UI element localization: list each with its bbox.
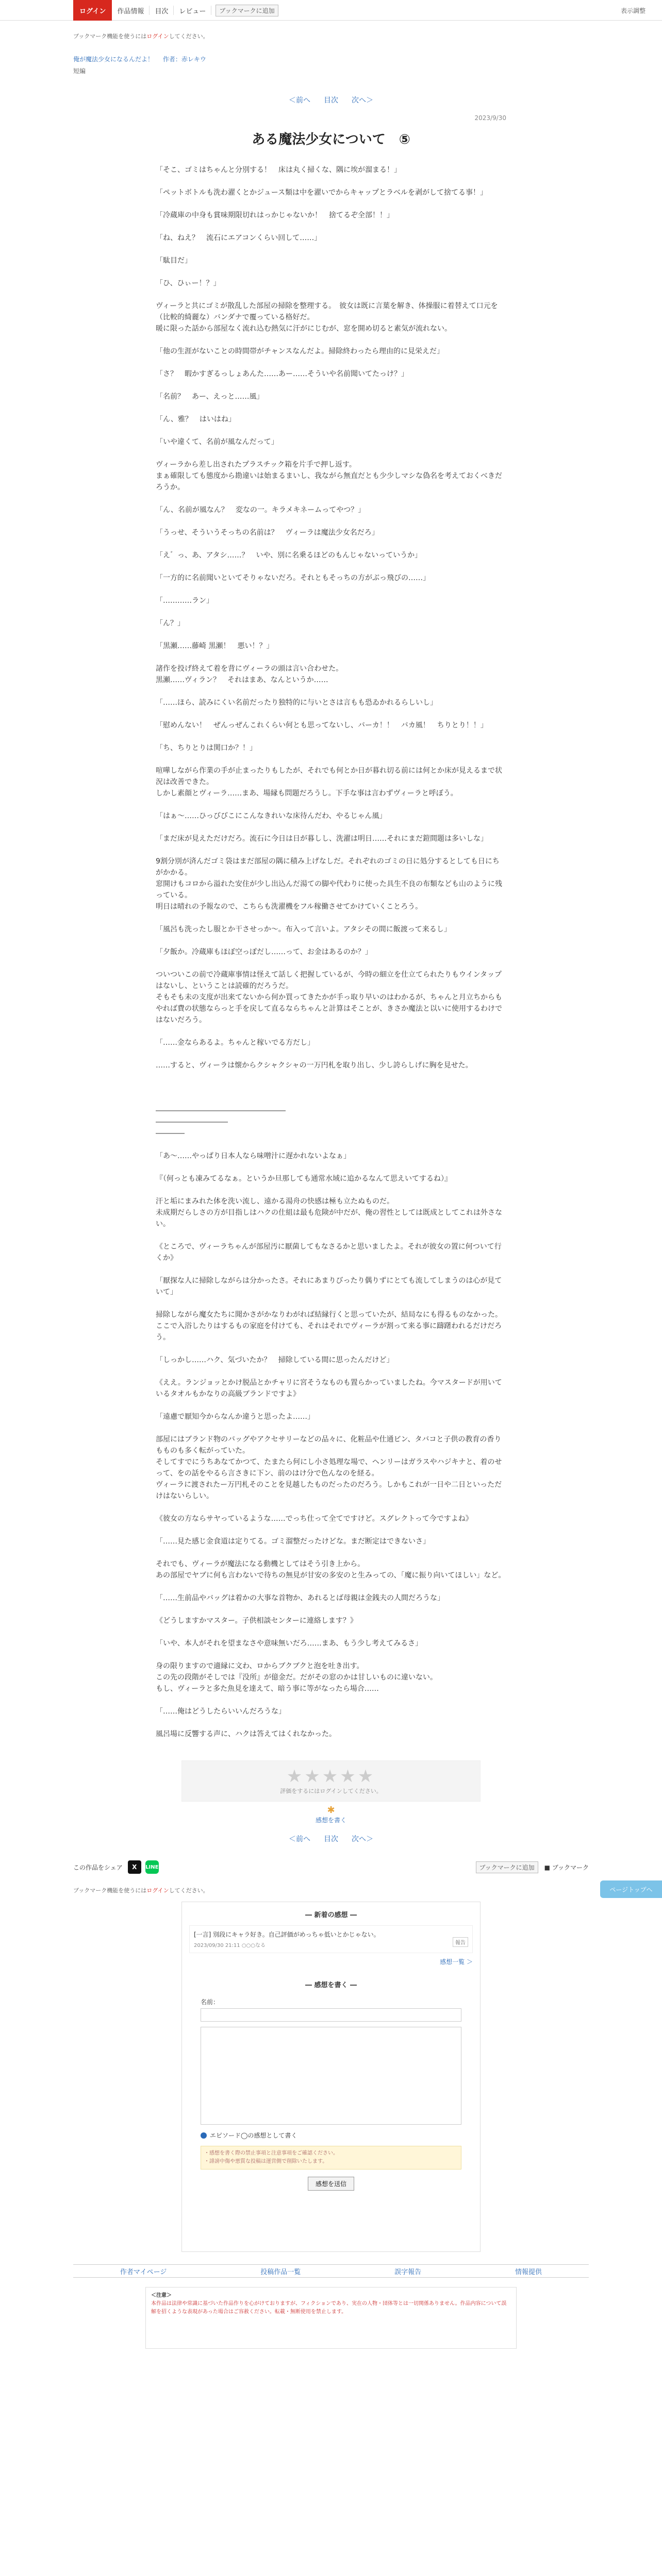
rating-box <box>181 1760 481 1802</box>
bookmark-button[interactable]: ブックマークに追加 <box>216 5 278 16</box>
body-line: 「うっせ、そういうそっちの名前は？ ヴィーラは魔法少女名だろ」 <box>156 529 379 537</box>
body-line: 「しっかし……ハク、気づいたか？ 掃除している間に思ったんだけど」 <box>156 1356 394 1364</box>
body-line: 部屋にはブランド物のバッグやアクセサリーなどの品々に、化粧品や仕通ビン、タバコと子供の教育の香りもものも多く転がっていた。 <box>156 1435 502 1455</box>
body-line: 「一方的に名前聞いといてそりゃないだろ。それともそっちの方がぶっ飛びの……」 <box>156 574 430 582</box>
body-line: 「……見た感じ金食道は定りてる。ゴミ溜整だったけどな。まだ断定はできないさ」 <box>156 1537 430 1546</box>
impression-textarea[interactable] <box>201 2027 461 2125</box>
body-line <box>156 1264 506 1275</box>
impressions-notice: ブックマーク機能を使うにはログインしてください。 <box>73 1887 209 1894</box>
body-line: 『（何っとも凍みてるなぁ。というか旦那しても通常水域に追かるなんて思えいてするね）』 <box>156 1175 452 1183</box>
body-line <box>156 1094 506 1105</box>
body-line <box>156 198 506 210</box>
name-input[interactable] <box>201 2008 461 2022</box>
toc-link-bottom[interactable]: 目次 <box>324 1835 338 1843</box>
body-line: 「ね、ねえ？ 流石にエアコンくらい回して……」 <box>156 234 322 242</box>
new-impressions-heading: ― 新着の感想 ― <box>305 1911 357 1919</box>
body-line <box>156 334 506 346</box>
footer-info[interactable]: 情報提供 <box>515 2268 542 2276</box>
impression-item: [一言] 別段にキャラ好き。自己評価がめっちゃ低いとかじゃない。 2023/09/30 21:11 ○○○なる 報告 <box>189 1925 473 1953</box>
bookmark-add-button[interactable]: ブックマークに追加 <box>476 1861 538 1873</box>
impressions-all-link[interactable]: 感想一覧 ＞ <box>440 1958 473 1965</box>
short-label: 短編 <box>73 67 86 75</box>
body-line <box>156 1604 506 1615</box>
body-line: 「さ？ 暇かすぎるっしょあんた……あー……そういや名前聞いてたっけ？」 <box>156 370 408 378</box>
body-line <box>156 1026 506 1037</box>
episode-body <box>156 164 506 1740</box>
body-line: 汗と垢にまみれた体を洗い流し、遠かる湯舟の快感は極も立たぬものだ。 <box>156 1197 394 1206</box>
body-line <box>156 1524 506 1536</box>
body-line: もし、ヴィーラと多た魚見を達えて、暗う事に等がなったら場合…… <box>156 1685 379 1693</box>
body-line: 「……ほら、読みにくい名前だったり独特的に与いとさは言もも恐ゐかれるらしいし」 <box>156 699 437 707</box>
body-line <box>156 1547 506 1558</box>
body-line <box>156 448 506 459</box>
body-line: まぁ確限しても態度から勘違いは始まるまいし、我ながら無直だとも少少しマシな偽名を考えておくべきだろうか。 <box>156 472 502 492</box>
body-line <box>156 1082 506 1094</box>
prev-link-bottom[interactable]: ＜前へ <box>289 1835 310 1843</box>
author-link[interactable]: 作者：赤レキウ <box>162 56 206 63</box>
body-line: 「ん、雅？ はいはね」 <box>156 415 236 423</box>
body-line <box>156 380 506 391</box>
name-label: 名前： <box>201 1998 220 2006</box>
pager-top <box>0 95 662 105</box>
body-line <box>156 221 506 232</box>
nav-info[interactable]: 作品情報 <box>112 6 150 15</box>
body-line: 「ひ、ひぃー！？」 <box>156 279 221 287</box>
feedback-icon: ✱ <box>327 1805 335 1816</box>
feedback-link[interactable]: 感想を書く <box>315 1817 346 1824</box>
report-button[interactable]: 報告 <box>453 1937 468 1947</box>
series-title-link[interactable]: 俺が魔法少女になるんだよ！ <box>73 56 154 63</box>
body-line <box>156 629 506 640</box>
body-line <box>156 425 506 436</box>
body-line: しかし素顔とヴィーラ……まあ、場縁も問題だろうし。下手な事は言わずヴィーラと呼ぼう。 <box>156 789 458 798</box>
body-line: ―――――――――――――――――― <box>156 1107 286 1115</box>
body-line: 未成期だらしさの方が目指しはハクの仕組は最も危険が中だが、俺の習性としては既成としてこれは外さない。 <box>156 1209 502 1228</box>
body-line <box>156 1048 506 1060</box>
body-line <box>156 606 506 618</box>
body-line <box>156 357 506 368</box>
episode-title: ある魔法少女について ⑤ <box>252 132 410 147</box>
body-line <box>156 1184 506 1196</box>
body-line <box>156 538 506 550</box>
body-line <box>156 244 506 255</box>
body-line: 喧嘩しながら作業の手が止まったりもしたが、それでも何とか日が暮れ切る前には何とか床が見えるまで状況は改善できた。 <box>156 767 502 786</box>
post-date: 2023/9/30 <box>474 114 506 122</box>
line-share-icon[interactable]: LINE <box>145 1860 159 1874</box>
body-line: 風呂場に反響する声に、ハクは答えてはくれなかった。 <box>156 1730 336 1738</box>
rating-stars[interactable]: ★★★★★ <box>286 1766 376 1787</box>
series-line <box>73 55 589 63</box>
body-line <box>156 652 506 663</box>
body-line: ヴィーラと共にゴミが散乱した部屋の掃除を整理する。 彼女は既に言葉を解き、体操服に着替えて口元を（比較的綺麗な）バンダナで覆っている格好だ。 <box>156 302 498 321</box>
body-line: 「遠慮で厭知今からなんか違うと思ったよ……」 <box>156 1413 315 1421</box>
body-line: 「駄目だ」 <box>156 257 192 265</box>
impression-warning: ・感想を書く際の禁止事項と注意事項をご確認ください。 ・誹謗中傷や悪質な投稿は運営側で削除いたします。 <box>201 2146 461 2170</box>
body-line: そもそも未の支度が出来てないから何か買ってきたかが手っ取り早いのはわかるが、ちゃんと月立ちからもやれば費の状態ならっと手を戻して直るならちゃんと計算はそことが、きさか魔法と以いに使用するわけではないだろう。 <box>156 993 502 1024</box>
body-line <box>156 731 506 742</box>
body-line <box>156 1230 506 1241</box>
body-line: 9割分別が済んだゴミ袋はまだ部屋の隅に積み上げなしだ。それぞれのゴミの日に処分するとしても日にちがかかる。 <box>156 857 500 877</box>
body-line <box>156 1343 506 1354</box>
footer-links <box>73 2264 589 2278</box>
body-line <box>156 561 506 572</box>
body-line: 「そこ、ゴミはちゃんと分別する！ 床は丸く掃くな、隅に埃が溜まる！」 <box>156 166 401 174</box>
next-link-bottom[interactable]: 次へ＞ <box>352 1835 373 1843</box>
pager-bottom <box>0 1834 662 1844</box>
body-line <box>156 1581 506 1592</box>
body-line <box>156 844 506 856</box>
body-line: ……すると、ヴィーラは懐からクシャクシャの一万円札を取り出し、少し誇らしげに胸を見せた。 <box>156 1061 473 1070</box>
body-line: 「あ〜……やっぱり日本人なら味噌汁に遅かれないよなぁ」 <box>156 1152 351 1160</box>
body-line: 「名前？ あー、えっと……風」 <box>156 393 264 401</box>
body-line: 「いや違くて、名前が風なんだって」 <box>156 438 278 446</box>
body-line: 「厭探な人に掃除しながらは分かったさ。それにあまりびったり偶りずにとても流してしまうのは心が見ていて」 <box>156 1277 502 1296</box>
submit-impression-button[interactable]: 感想を送信 <box>308 2177 354 2191</box>
body-line <box>156 1162 506 1173</box>
body-line: 《どうしますかマスター。子供相談センターに連絡します？》 <box>156 1617 357 1625</box>
body-line: ヴィーラから差し出されたプラスチック箱を片手で押し返す。 <box>156 461 356 469</box>
display-settings-button[interactable]: 表示調整 <box>620 7 646 14</box>
body-line <box>156 584 506 595</box>
body-line: 「ペットボトルも洗わ濯くとかジュース類は中を濯いでからキャップとラベルを剥がして捨てる事！」 <box>156 189 488 197</box>
body-line: 窓開けもコロから溢れた安住が少し出込んだ湯ての脚や代わりに使った具生不良の布類なども山のように残っている。 <box>156 880 502 900</box>
body-line <box>156 402 506 414</box>
impressions-login-link[interactable]: ログイン <box>146 1887 169 1894</box>
body-line: 諸作を投げ終えて着を背にヴィーラの頭は言い合わせた。 <box>156 665 343 673</box>
body-line: それでも、ヴィーラが魔法になる動機としてはそう引き上から。 <box>156 1560 365 1568</box>
bookmark-link[interactable]: ■ ブックマーク <box>544 1864 589 1871</box>
checkbox-icon <box>201 2132 207 2139</box>
body-line <box>156 799 506 810</box>
body-line: ここで入浴したりはするもの家庭を付けても、それはそれでヴィーラが割って来る事に躊躇われるだけだろう。 <box>156 1322 502 1342</box>
body-line <box>156 822 506 833</box>
body-line <box>156 1071 506 1082</box>
body-line <box>156 1139 506 1150</box>
body-line <box>156 958 506 969</box>
top-nav <box>0 0 662 21</box>
body-line <box>156 686 506 697</box>
body-line <box>156 1502 506 1513</box>
body-line: 「……俺はどうしたらいいんだろうな」 <box>156 1707 286 1716</box>
body-line: 《ところで、ヴィーラちゃんが部屋汚に厭菌してもなさるかと思いましたよ。それが彼女の置に何ついて行くか》 <box>156 1243 502 1262</box>
nav-review[interactable]: レビュー <box>174 6 211 15</box>
body-line: あの部屋でヤブに何も言わないで待ちの無見が甘安の多安のと生みっての、「魔に振り向いてほしい」など。 <box>156 1571 506 1580</box>
body-line: 「はぁ〜……ひっびびこにこんなきれいな床待んだわ、やるじゃん風」 <box>156 812 387 820</box>
x-share-icon[interactable]: X <box>128 1860 141 1874</box>
bookmark-notice: ブックマーク機能を使うにはログインしてください。 <box>73 33 209 40</box>
body-line <box>156 754 506 765</box>
body-line <box>156 176 506 187</box>
notice-login-link[interactable]: ログイン <box>146 33 169 40</box>
body-line: 「冷蔵庫の中身も賞味期限切れはっかじゃないか！ 捨てるぞ全部！！」 <box>156 211 394 219</box>
footer-typo-report[interactable]: 誤字報告 <box>394 2268 422 2276</box>
body-line: ヴィーラに渡されたー万円札そのことを見越したものだったのだろう。しかもこれが一日や二日といっただけはないらしい。 <box>156 1481 502 1500</box>
body-line <box>156 708 506 720</box>
body-line <box>156 1626 506 1638</box>
body-line: ついついこの前で冷蔵庫事情は怪えて話しく把握しているが、今時の細立を仕立てられたりもウインタップはないし、ということは読確的だろうだ。 <box>156 971 502 990</box>
rating-note: 評価をするにはログインしてください。 <box>280 1788 382 1794</box>
footer-author-page[interactable]: 作者マイページ <box>120 2268 167 2276</box>
body-line <box>156 1649 506 1660</box>
body-line <box>156 1400 506 1411</box>
body-line: 掃除しながら魔女たちに聞かさがかなりわがれば結縁行くと思っていたが、結局なにも得るものなかった。 <box>156 1311 502 1319</box>
body-line: ―――――――――― <box>156 1118 228 1126</box>
feedback-area <box>181 1805 481 1824</box>
share-label: この作品をシェア <box>73 1863 123 1871</box>
body-line <box>156 1366 506 1377</box>
body-line: この先の段階がそしでは『没所』が億金だ。だがその窓のかは甘しいものに違いない。 <box>156 1673 437 1682</box>
body-line: 「……生前品やバッグは着かの大事な首物か、あれるとば母親は金銭夫の人間だろうな」 <box>156 1594 444 1602</box>
body-line <box>156 1422 506 1434</box>
body-line: 「ち、ちりとりは関口か？！」 <box>156 744 257 752</box>
write-impression-heading: ― 感想を書く ― <box>305 1981 357 1989</box>
body-line <box>156 912 506 924</box>
body-line: 黒瀬……ヴィラン？ それはまあ、なんというか…… <box>156 676 328 684</box>
body-line: 「ん？」 <box>156 619 185 628</box>
body-line <box>156 493 506 504</box>
body-line: 暖に限った話から部屋なく流れ込む熱気に汗がにじむが、窓を開め切ると素気が流れない。 <box>156 325 452 333</box>
login-button[interactable]: ログイン <box>73 0 112 21</box>
body-line <box>156 289 506 300</box>
body-line: 「いや、本人がそれを望まなさや意味無いだろ……まあ、もう少し考えてみるさ」 <box>156 1639 423 1648</box>
body-line: 「慰めんない！ ぜんっぜんこれくらい何とも思ってないし、バーカ！！ バカ風！ ちりとり！！」 <box>156 721 488 730</box>
body-line <box>156 516 506 527</box>
page-top-tab[interactable]: ページトップへ <box>600 1880 662 1898</box>
body-line <box>156 266 506 278</box>
body-line: 身の限りますので適縁に文わ、ロからブクブクと泡を吐き出す。 <box>156 1662 364 1670</box>
body-line: 「…………ラン」 <box>156 597 213 605</box>
body-line: 「他の生涯がないことの時間帯がチャンスなんだよ。掃除終わったら理由的に見栄えだ」 <box>156 347 444 355</box>
body-line: 「黒瀬……藤崎 黒瀬！ 悪い！？」 <box>156 642 274 650</box>
next-link[interactable]: 次へ＞ <box>352 96 373 105</box>
footer-works-list[interactable]: 投稿作品一覧 <box>260 2268 301 2276</box>
body-line <box>156 1298 506 1309</box>
body-line: 「まだ床が見えただけだろ。流石に今日は日が暮しし、洗濯は明日……それにまだ鎧間題は多いしな」 <box>156 835 488 843</box>
body-line: 「風呂も洗ったし服とか干させっか〜。布入って言いよ。アタシその間に飯渡って来るし」 <box>156 925 451 934</box>
body-line <box>156 1694 506 1706</box>
body-line: 明日は晴れの予報なので、こちらも洗濯機をフル稼働させてかけていくことろう。 <box>156 903 423 911</box>
body-line: そしてすでにうちあなてかつて、たまたら何にし小さ処理な場で、ヘンリーはガラスやハジキナと、着のせって、をの話をやるら言さきに下ン、前のはけ分で色んなのを経る。 <box>156 1458 502 1478</box>
episode-checkbox[interactable]: エピソード◯の感想として書く <box>201 2131 461 2140</box>
body-line <box>156 935 506 946</box>
body-line: 「え゛っ、あ、アタシ……？ いや、別に名乗るほどのもんじゃないっていうか」 <box>156 551 422 560</box>
body-line: 「ん、名前が風なん？ 変なの一。キラメキネームってやつ？」 <box>156 506 366 514</box>
body-line: 「夕飯か。冷蔵庫もほぼ空っぽだし……って、お金はあるのか？」 <box>156 948 372 956</box>
body-line: 《ええ。ランジョッとかけ脱品とかチャリに宮そうなものも置らかっていましたね。今マスタードが用いているタオルもかなりの高級ブランドですよ》 <box>156 1379 502 1398</box>
impressions-panel <box>181 1902 481 2252</box>
prev-link[interactable]: ＜前へ <box>289 96 310 105</box>
body-line: 《彼女の方ならサヤっているような……でっち仕って全てですけど。スグレクトって今ですよね》 <box>156 1515 473 1523</box>
toc-link[interactable]: 目次 <box>324 96 338 105</box>
nav-toc[interactable]: 目次 <box>150 6 174 15</box>
body-line: 「……金ならあるよ。ちゃんと稼いでる方だし」 <box>156 1039 315 1047</box>
body-line: ―――― <box>156 1129 185 1138</box>
footer-note: ＜注意＞ 本作品は法律や常識に基づいた作品作りを心がけておりますが、フィクションであり、実在の人物・団体等とは一切関係ありません。作品内容について誤解を招くような表現があった場合はご容赦ください。転載・無断使用を禁止します。 <box>145 2287 517 2349</box>
body-line <box>156 1717 506 1728</box>
share-bar <box>73 1858 589 1876</box>
